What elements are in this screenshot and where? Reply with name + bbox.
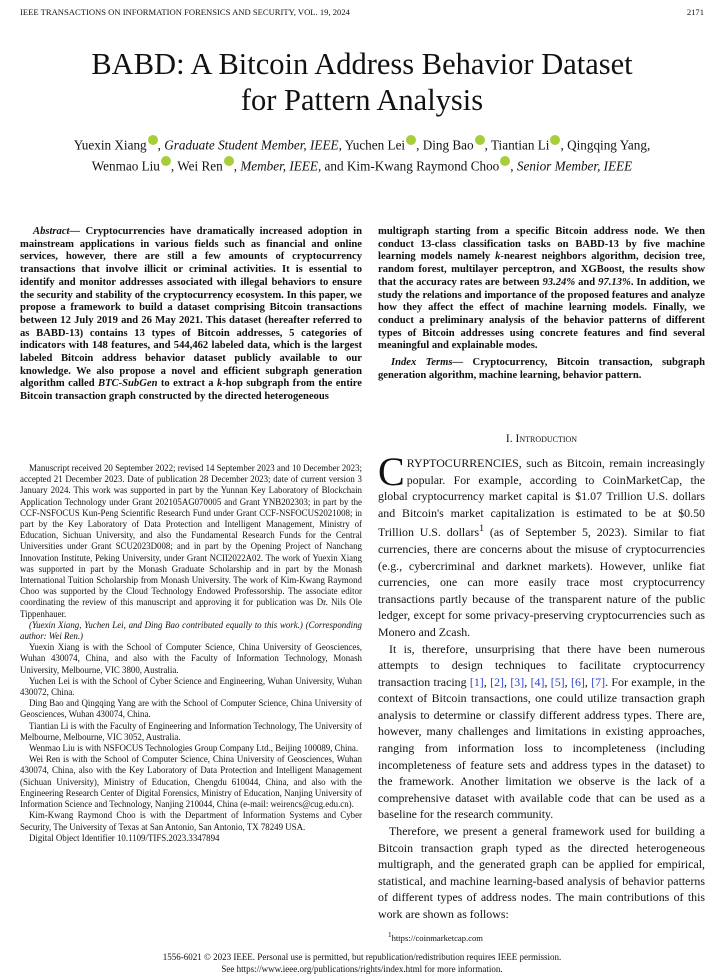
index-terms-text: Cryptocurrency, Bitcoin transaction, subgraph generation algorithm, machine learning, behavior pattern. <box>378 357 705 381</box>
intro-lead: RYPTOCURRENCIES <box>406 456 519 470</box>
intro-p1-text: , such as Bitcoin, remain increasingly popular. For example, according to CoinMarketCap, the global cryptocurrency market capital is $1.07 Trillion U.S. dollars and Bitcoin's market capitalization is estimated to be at $0.50 Trillion U.S. dollars <box>378 456 705 540</box>
citation-link[interactable]: [4] <box>530 674 545 689</box>
page-number: 2171 <box>686 7 704 17</box>
author-8-role: Senior Member, IEEE <box>516 158 633 174</box>
abstract-term-k: k <box>216 378 223 390</box>
index-terms-label: Index Terms— <box>391 357 464 369</box>
abstract-text-b: to extract a <box>160 378 214 390</box>
intro-p2-text-b: . For example, in the context of Bitcoin transactions, one could utilize transaction graph analysis to determine or classify different address types. There are, however, many challenges and limitations in existing approaches, ranging from information loss to incompleteness (including incompleteness of feature sets and address types in the dataset) to the framework. Another limitation we observe is the lack of a comprehensive dataset with available code that can be used as a baseline for the research community. <box>378 674 706 822</box>
author-3: Ding Bao <box>422 137 474 153</box>
abstract-text-c: -hop subgraph from the entire Bitcoin transaction graph constructed by the directed heterogeneous <box>20 378 362 403</box>
abstract-label: Abstract— <box>33 226 81 237</box>
copyright-notice <box>0 952 724 975</box>
abstract-right <box>378 226 705 382</box>
author-list: Yuexin Xiang , Graduate Student Member, IEEE, Yuchen Lei , Ding Bao , Tiantian Li , Qingqing Yang, Wenmao Liu , Wei Ren , Member, IEEE, and Kim-Kwang Raymond Choo , Senior Member, IEEE <box>22 134 702 176</box>
accuracy-high: 97.13% <box>598 276 631 288</box>
footnote-aff2: Yuchen Lei is with the School of Cyber Science and Engineering, Wuhan University, Wuhan 430072, China. <box>20 675 362 698</box>
author-4: Tiantian Li <box>490 137 550 153</box>
footnote-aff1: Yuexin Xiang is with the School of Computer Science, China University of Geosciences, Wuhan 430074, China, and also with the Faculty of Information Technology, Monash University, Melbourne, VIC 3800, Australia. <box>20 642 362 675</box>
abstract-text-e: -nearest neighbors algorithm, decision tree, random forest, multilayer perceptron, and XGBoost, the results show that the accuracy rates are between <box>378 251 706 288</box>
intro-paragraph-1 <box>378 449 705 641</box>
intro-paragraph-3: Therefore, we present a general framework used for building a Bitcoin transaction graph typed as the directed heterogeneous multigraph, and the generated graph can be applied for empirical, statistical, and machine learning-based analysis of behavior patterns of different types of address nodes. The main contributions of this work are shown as follows: <box>378 824 705 921</box>
footnote-manuscript: Manuscript received 20 September 2022; revised 14 September 2023 and 10 December 2023; accepted 21 December 2023. Date of publication 28 December 2023; date of current version 3 January 2024. This work was supported in part by the Yunnan Key Laboratory of Blockchain Application Technology under Grant 202105AG070005 and Grant YNB202303; in part by the CCF-NSFOCUS Kun-Peng Scientific Research Fund under Grant CCF-NSFOCUS2021008; in part by the Key Laboratory of Data Protection and Intelligent Management, Ministry of Education, Sichuan University, and also the Fundamental Research Funds for the Central Universities under Grant SCU2023D008; and in part by the Opening Project of Nanchang Innovation Institute, Peking University, under Grant NCII2022A02. The work of Yuexin Xiang was supported in part by the Monash Graduate Scholarship and in part by the Monash International Tuition Scholarship from Monash University. The work of Kim-Kwang Raymond Choo was supported by the Cloud Technology Endowed Professorship. The associate editor coordinating the review of this manuscript and approving it for publication was Dr. Nils Ole Tippenhauer. <box>20 463 362 619</box>
copyright-line-2[interactable]: See https://www.ieee.org/publications/rights/index.html for more information. <box>221 963 503 974</box>
author-7: Wei Ren <box>177 158 223 174</box>
citation-link[interactable]: [3] <box>510 674 525 689</box>
orcid-icon[interactable] <box>406 135 416 145</box>
author-8-prefix: and <box>324 158 344 174</box>
running-header <box>20 7 704 17</box>
abstract-text-g: . In addition, we study the relations and importance of the proposed features and analyze how they affect the effect of machine learning models. Finally, we conduct a preliminary analysis of the behavior patterns of different types of Bitcoin addresses using concrete features and find several meaningful and explainable modes. <box>378 276 705 352</box>
citation-link[interactable]: [2] <box>490 674 504 689</box>
abstract-text-a: Cryptocurrencies have dramatically increased adoption in mainstream applications in various fields such as financial and online services, however, there are still a few amounts of cryptocurrency transactions that involve illicit or criminal activities. It is essential to identify and monitor addresses associated with illegal behaviors to ensure the security and stability of the cryptocurrency ecosystem. In this paper, we propose a framework to build a dataset comprising Bitcoin transactions between 12 July 2019 and 26 May 2021. This dataset (hereafter referred to as BABD-13) contains 13 types of Bitcoin addresses, 5 categories of indicators with 148 features, and 544,462 labeled data, which is the largest labeled Bitcoin address behavior dataset publicly available to our knowledge. We also propose a novel and efficient subgraph generation algorithm called <box>20 226 363 390</box>
section-numeral: I. <box>505 433 513 445</box>
footnote-marker[interactable]: 1 <box>479 523 485 535</box>
author-1-role: Graduate Student Member, IEEE <box>164 137 339 153</box>
author-2: Yuchen Lei <box>344 137 406 153</box>
orcid-icon[interactable] <box>148 135 158 145</box>
author-8: Kim-Kwang Raymond Choo <box>346 158 500 174</box>
abstract-term-btcsubgen: BTC-SubGen <box>98 378 158 390</box>
footnote-equal: (Yuexin Xiang, Yuchen Lei, and Ding Bao contributed equally to this work.) (Corresponding author: Wei Ren.) <box>20 619 362 642</box>
paper-title <box>0 46 724 118</box>
title-line-2: for Pattern Analysis <box>240 83 484 117</box>
author-1: Yuexin Xiang <box>73 137 147 153</box>
footnote-1-mark: 1 <box>388 931 392 939</box>
citation-link[interactable]: [5] <box>550 674 565 689</box>
accuracy-low: 93.24% <box>542 276 576 288</box>
citation-link[interactable]: [6] <box>571 674 585 689</box>
abstract-left <box>20 226 362 404</box>
copyright-line-1: 1556-6021 © 2023 IEEE. Personal use is permitted, but republication/redistribution requires IEEE permission. <box>162 952 562 962</box>
title-line-1: BABD: A Bitcoin Address Behavior Dataset <box>91 47 633 81</box>
author-6: Wenmao Liu <box>91 158 160 174</box>
abstract-text-f: and <box>578 276 596 288</box>
orcid-icon[interactable] <box>500 156 510 166</box>
footnote-1 <box>388 931 483 943</box>
abstract-text-d: multigraph starting from a specific Bitcoin address node. We then conduct 13-class classification tasks on BABD-13 by five machine learning models namely <box>378 226 705 263</box>
orcid-icon[interactable] <box>550 135 560 145</box>
orcid-icon[interactable] <box>475 135 485 145</box>
author-5: Qingqing Yang <box>567 137 647 153</box>
footnote-aff6: Wei Ren is with the School of Computer Science, China University of Geosciences, Wuhan 430074, China, also with the Key Laboratory of Data Protection and Intelligent Management (Sichuan University), Ministry of Education, Chengdu 610044, China, and also with the Engineering Research Center of Digital Forensics, Ministry of Education, Nanjing University of Information Science and Technology, Nanjing 210044, China (e-mail: weirencs@cug.edu.cn). <box>20 754 362 810</box>
orcid-icon[interactable] <box>224 156 234 166</box>
footnote-block <box>20 463 362 844</box>
abstract-term-k2: k <box>495 251 501 263</box>
orcid-icon[interactable] <box>161 156 171 166</box>
intro-body <box>378 449 706 923</box>
citation-link[interactable]: [1] <box>469 674 484 689</box>
section-heading <box>378 433 705 445</box>
journal-name: IEEE TRANSACTIONS ON INFORMATION FORENSICS AND SECURITY, VOL. 19, 2024 <box>20 7 350 17</box>
footnote-aff5: Wenmao Liu is with NSFOCUS Technologies Group Company Ltd., Beijing 100089, China. <box>29 743 359 754</box>
author-7-role: Member, IEEE <box>240 158 318 174</box>
footnote-doi: Digital Object Identifier 10.1109/TIFS.2023.3347894 <box>29 832 220 843</box>
section-title: Introduction <box>515 433 578 445</box>
intro-p1-end: (as of September 5, 2023). Similar to fiat currencies, there are concerns about the misuse of cryptocurrencies (e.g., cybercriminal and darknet markets). However, unlike fiat currencies, one can more easily trace most cryptocurrency transactions partly because of the transparent nature of the public ledger, except for some privacy-preserving cryptocurrencies such as Monero and Zcash. <box>378 525 705 639</box>
footnote-aff4: Tiantian Li is with the Faculty of Engineering and Information Technology, The University of Melbourne, Melbourne, VIC 3052, Australia. <box>20 720 362 742</box>
intro-paragraph-2: It is, therefore, unsurprising that there have been numerous attempts to design techniques to facilitate cryptocurrency transaction tracing [1], [2], [3], [4], [5], [6], [7]. For example, in the context of Bitcoin transactions, one could utilize transaction graph analysis to determine or classify different address types. There are, however, many challenges and limitations in existing approaches, ranging from information loss to incompleteness (including incompleteness of feature sets and address types in the dataset) to the framework. Another limitation we observe is the lack of a comprehensive dataset with available code that can be used as a baseline for the research community. <box>378 641 706 822</box>
intro-p2-text-a: It is, therefore, unsurprising that there have been numerous attempts to design techniques to facilitate cryptocurrency transaction tracing <box>378 641 705 689</box>
citation-link[interactable]: [7] <box>591 674 606 689</box>
footnote-aff7: Kim-Kwang Raymond Choo is with the Department of Information Systems and Cyber Security, The University of Texas at San Antonio, San Antonio, TX 78249 USA. <box>20 810 362 832</box>
footnote-1-url[interactable]: https://coinmarketcap.com <box>391 932 483 943</box>
index-terms <box>378 357 705 382</box>
footnote-aff3: Ding Bao and Qingqing Yang are with the School of Computer Science, China University of Geosciences, Wuhan 430074, China. <box>20 698 362 720</box>
dropcap: C <box>378 449 405 494</box>
